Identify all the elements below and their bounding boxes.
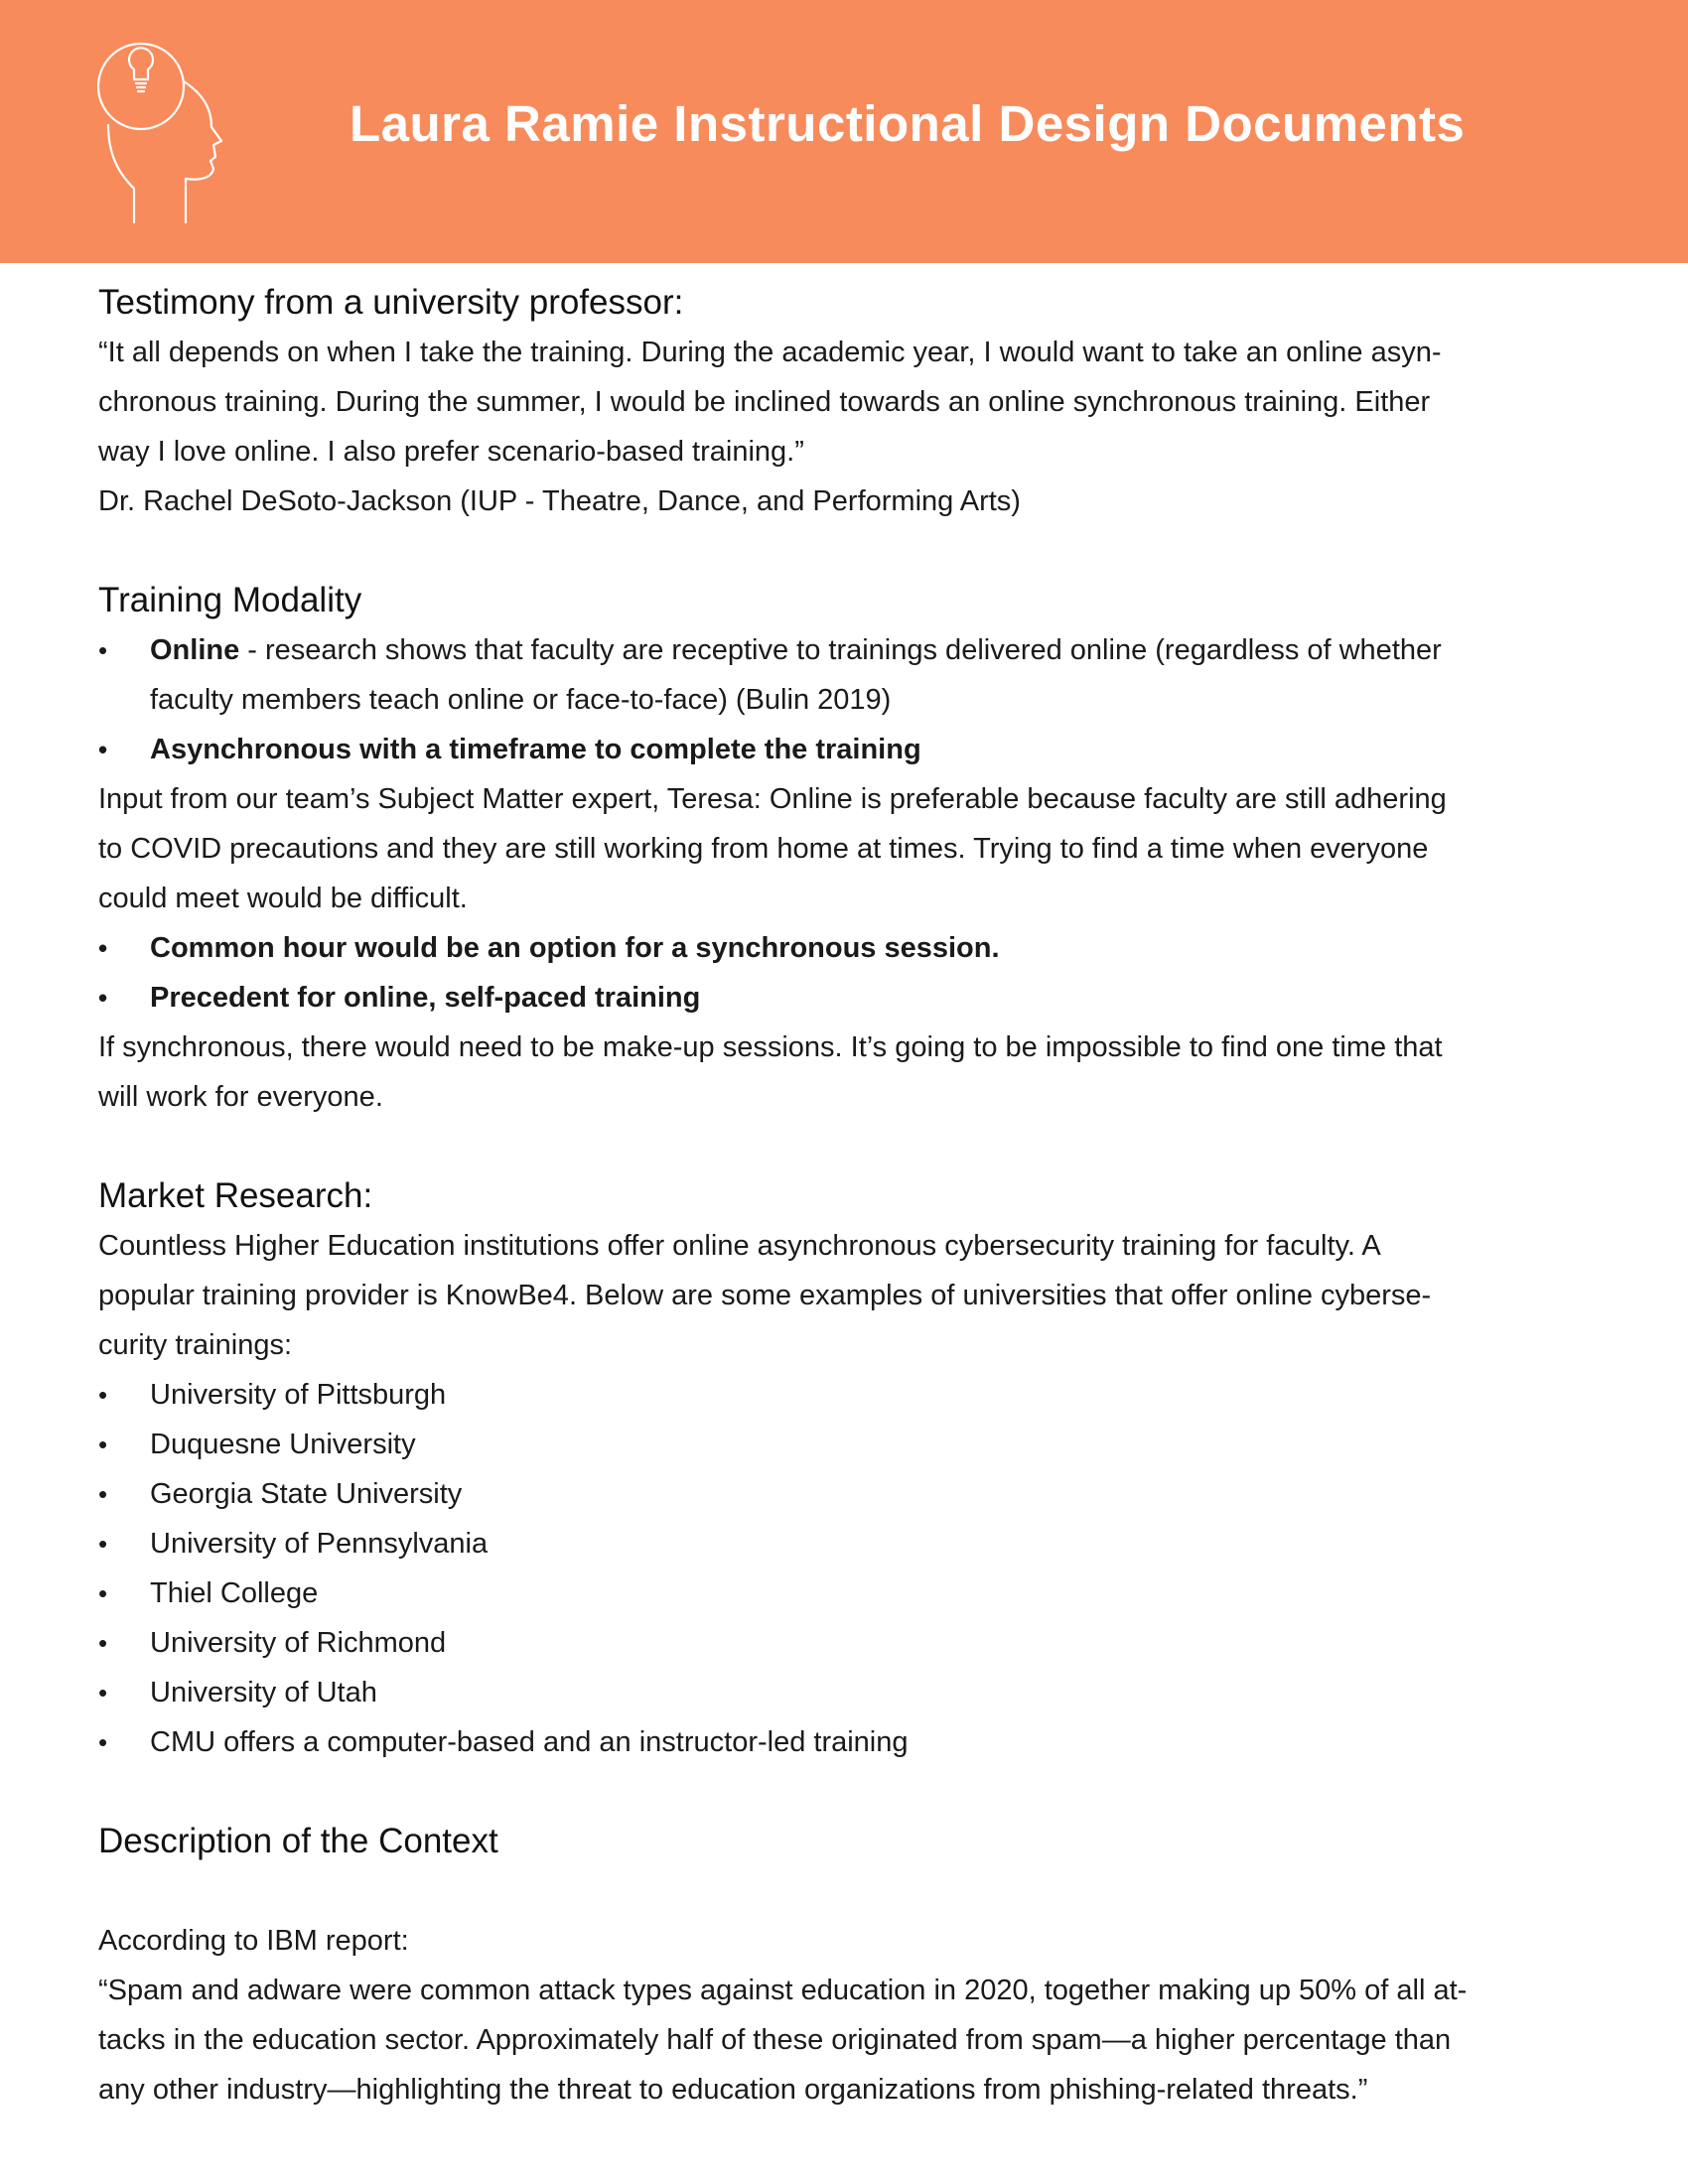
list-item: • University of Richmond (98, 1618, 1528, 1668)
list-item: • University of Utah (98, 1668, 1528, 1717)
modality-list-2 (98, 923, 1528, 1023)
context-quote (98, 1966, 1528, 2115)
context-heading: Description of the Context (98, 1822, 498, 1860)
online-label: Online (150, 634, 240, 666)
list-item: • Georgia State University (98, 1469, 1528, 1519)
testimony-heading: Testimony from a university professor: (98, 283, 684, 322)
list-item: • CMU offers a computer-based and an instructor-led training (98, 1717, 1528, 1767)
page-title: Laura Ramie Instructional Design Documents (350, 95, 1466, 152)
market-line: Countless Higher Education institutions offer online asynchronous cybersecurity training for faculty. A (98, 1230, 1381, 1262)
quote-line: any other industry—highlighting the threat to education organizations from phishing-related threats.” (98, 2074, 1368, 2106)
list-item (98, 625, 1528, 725)
sme-line: could meet would be difficult. (98, 883, 468, 914)
quote-line: “Spam and adware were common attack types against education in 2020, together making up 50% of all at- (98, 1975, 1468, 2006)
list-item: • Asynchronous with a timeframe to complete the training (98, 725, 1528, 774)
quote-line: tacks in the education sector. Approximately half of these originated from spam—a higher percentage than (98, 2024, 1452, 2056)
list-item: • Common hour would be an option for a synchronous session. (98, 923, 1528, 973)
quote-line: way I love online. I also prefer scenario-based training.” (98, 436, 804, 468)
testimony-attribution: Dr. Rachel DeSoto-Jackson (IUP - Theatre, Dance, and Performing Arts) (98, 485, 1021, 517)
list-item: • University of Pittsburgh (98, 1370, 1528, 1420)
lightbulb-head-icon (94, 40, 243, 223)
modality-list (98, 625, 1528, 774)
modality-heading: Training Modality (98, 581, 362, 619)
university-list (98, 1370, 1528, 1767)
online-text: - research shows that faculty are receptive to trainings delivered online (regardless of whether (239, 634, 1442, 666)
online-text-cont: faculty members teach online or face-to-face) (Bulin 2019) (150, 684, 892, 716)
sme-input (98, 774, 1528, 923)
list-item: • University of Pennsylvania (98, 1519, 1528, 1569)
market-intro (98, 1221, 1528, 1370)
sync-line: If synchronous, there would need to be make-up sessions. It’s going to be impossible to find one time that (98, 1031, 1443, 1063)
sme-line: Input from our team’s Subject Matter expert, Teresa: Online is preferable because faculty are still adhering (98, 783, 1447, 815)
market-heading: Market Research: (98, 1176, 373, 1215)
page-header (0, 0, 1688, 263)
sync-line: will work for everyone. (98, 1081, 383, 1113)
document-body (98, 278, 1528, 2115)
sme-line: to COVID precautions and they are still working from home at times. Trying to find a time when everyone (98, 833, 1429, 865)
sync-note (98, 1023, 1528, 1122)
market-line: popular training provider is KnowBe4. Below are some examples of universities that offer online cyberse- (98, 1280, 1432, 1311)
quote-line: “It all depends on when I take the training. During the academic year, I would want to take an online asyn- (98, 337, 1442, 368)
list-item: • Precedent for online, self-paced training (98, 973, 1528, 1023)
market-line: curity trainings: (98, 1329, 293, 1361)
testimony-quote (98, 328, 1528, 526)
context-source: According to IBM report: (98, 1925, 409, 1957)
list-item: • Thiel College (98, 1569, 1528, 1618)
quote-line: chronous training. During the summer, I would be inclined towards an online synchronous training. Either (98, 386, 1431, 418)
list-item: • Duquesne University (98, 1420, 1528, 1469)
